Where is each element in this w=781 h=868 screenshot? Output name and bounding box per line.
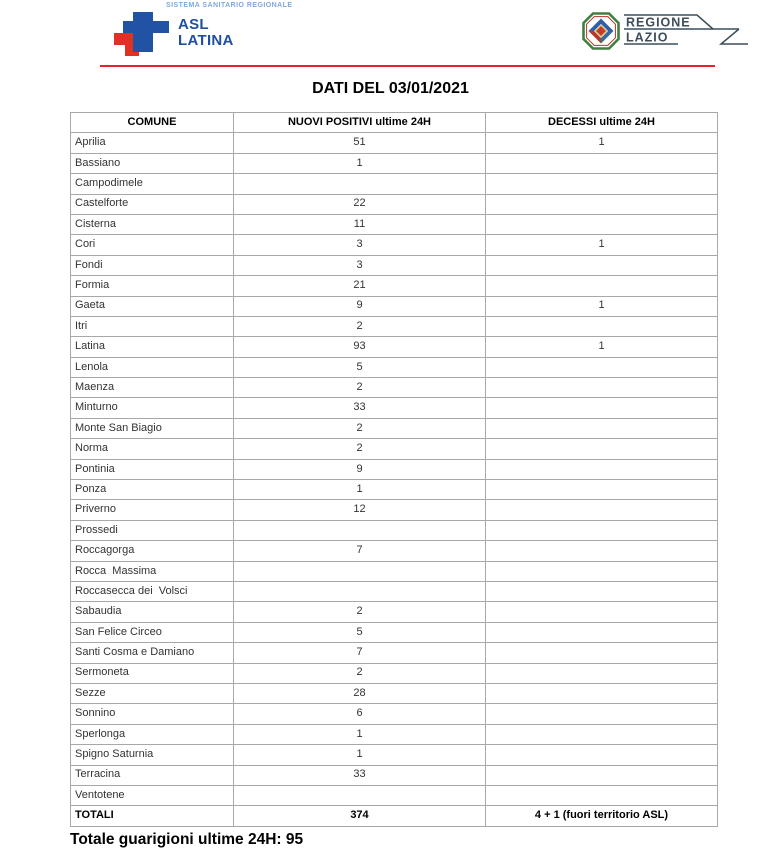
- nuovi-positivi-cell: [234, 561, 486, 581]
- table-row: [71, 622, 718, 642]
- decessi-cell: [486, 398, 718, 418]
- table-row: [71, 480, 718, 500]
- comune-cell: Sermoneta: [71, 663, 234, 683]
- decessi-cell: [486, 663, 718, 683]
- decessi-cell: [486, 541, 718, 561]
- table-row: [71, 439, 718, 459]
- decessi-cell: 1: [486, 296, 718, 316]
- regione-lazio-wordmark: [624, 13, 750, 49]
- decessi-cell: [486, 459, 718, 479]
- decessi-cell: 1: [486, 235, 718, 255]
- nuovi-positivi-cell: 5: [234, 622, 486, 642]
- table-row: [71, 683, 718, 703]
- decessi-cell: 1: [486, 337, 718, 357]
- comune-cell: Campodimele: [71, 174, 234, 194]
- nuovi-positivi-cell: 7: [234, 541, 486, 561]
- table-row: [71, 255, 718, 275]
- decessi-cell: [486, 439, 718, 459]
- nuovi-positivi-cell: 2: [234, 663, 486, 683]
- nuovi-positivi-cell: 7: [234, 643, 486, 663]
- decessi-cell: [486, 276, 718, 296]
- table-row: [71, 500, 718, 520]
- decessi-cell: 1: [486, 133, 718, 153]
- nuovi-positivi-cell: [234, 785, 486, 805]
- comune-cell: Spigno Saturnia: [71, 745, 234, 765]
- table-row: [71, 785, 718, 805]
- comune-cell: Aprilia: [71, 133, 234, 153]
- comune-cell: Priverno: [71, 500, 234, 520]
- nuovi-positivi-cell: 93: [234, 337, 486, 357]
- table-row: [71, 296, 718, 316]
- regione-wordmark-line2: LAZIO: [626, 30, 669, 45]
- decessi-cell: [486, 500, 718, 520]
- nuovi-positivi-cell: 2: [234, 316, 486, 336]
- comune-cell: Lenola: [71, 357, 234, 377]
- comune-cell: Gaeta: [71, 296, 234, 316]
- table-row: [71, 602, 718, 622]
- column-header-comune: COMUNE: [71, 113, 234, 133]
- column-header-decessi: DECESSI ultime 24H: [486, 113, 718, 133]
- comune-cell: Prossedi: [71, 520, 234, 540]
- decessi-cell: [486, 255, 718, 275]
- nuovi-positivi-cell: 22: [234, 194, 486, 214]
- nuovi-positivi-cell: 2: [234, 418, 486, 438]
- table-row: [71, 724, 718, 744]
- table-row: [71, 357, 718, 377]
- totals-nuovi-positivi: 374: [234, 806, 486, 826]
- table-row: [71, 276, 718, 296]
- totals-row: [71, 806, 718, 826]
- decessi-cell: [486, 174, 718, 194]
- nuovi-positivi-cell: 2: [234, 602, 486, 622]
- comune-cell: Sezze: [71, 683, 234, 703]
- nuovi-positivi-cell: 6: [234, 704, 486, 724]
- decessi-cell: [486, 704, 718, 724]
- comune-cell: San Felice Circeo: [71, 622, 234, 642]
- comune-cell: Monte San Biagio: [71, 418, 234, 438]
- comune-cell: Norma: [71, 439, 234, 459]
- totals-decessi: 4 + 1 (fuori territorio ASL): [486, 806, 718, 826]
- nuovi-positivi-cell: [234, 174, 486, 194]
- decessi-cell: [486, 357, 718, 377]
- table-row: [71, 153, 718, 173]
- table-header-row: [71, 113, 718, 133]
- comune-cell: Cori: [71, 235, 234, 255]
- asl-wordmark-line2: LATINA: [178, 32, 234, 49]
- table-row: [71, 459, 718, 479]
- table-row: [71, 378, 718, 398]
- comune-cell: Minturno: [71, 398, 234, 418]
- decessi-cell: [486, 418, 718, 438]
- table-row: [71, 520, 718, 540]
- table-row: [71, 418, 718, 438]
- column-header-nuovi-positivi: NUOVI POSITIVI ultime 24H: [234, 113, 486, 133]
- decessi-cell: [486, 214, 718, 234]
- regione-lazio-emblem-icon: [582, 12, 620, 50]
- comune-cell: Roccagorga: [71, 541, 234, 561]
- guarigioni-note: Totale guarigioni ultime 24H: 95: [70, 831, 304, 848]
- decessi-cell: [486, 480, 718, 500]
- decessi-cell: [486, 683, 718, 703]
- nuovi-positivi-cell: 5: [234, 357, 486, 377]
- nuovi-positivi-cell: 3: [234, 235, 486, 255]
- table-row: [71, 194, 718, 214]
- comune-cell: Fondi: [71, 255, 234, 275]
- comune-cell: Cisterna: [71, 214, 234, 234]
- comune-cell: Formia: [71, 276, 234, 296]
- nuovi-positivi-cell: 9: [234, 459, 486, 479]
- comune-cell: Sonnino: [71, 704, 234, 724]
- comune-cell: Sperlonga: [71, 724, 234, 744]
- regione-wordmark-line1: REGIONE: [626, 15, 691, 30]
- decessi-cell: [486, 622, 718, 642]
- nuovi-positivi-cell: 3: [234, 255, 486, 275]
- decessi-cell: [486, 643, 718, 663]
- table-row: [71, 704, 718, 724]
- comune-cell: Maenza: [71, 378, 234, 398]
- comune-cell: Pontinia: [71, 459, 234, 479]
- table-row: [71, 316, 718, 336]
- nuovi-positivi-cell: 28: [234, 683, 486, 703]
- nuovi-positivi-cell: 1: [234, 480, 486, 500]
- comune-cell: Bassiano: [71, 153, 234, 173]
- nuovi-positivi-cell: 21: [234, 276, 486, 296]
- page-title: DATI DEL 03/01/2021: [312, 80, 469, 97]
- nuovi-positivi-cell: 33: [234, 765, 486, 785]
- nuovi-positivi-cell: 51: [234, 133, 486, 153]
- nuovi-positivi-cell: [234, 520, 486, 540]
- table-row: [71, 745, 718, 765]
- decessi-cell: [486, 724, 718, 744]
- table-row: [71, 337, 718, 357]
- asl-latina-cross-icon: [114, 8, 170, 58]
- nuovi-positivi-cell: 1: [234, 745, 486, 765]
- table-row: [71, 214, 718, 234]
- comune-cell: Ponza: [71, 480, 234, 500]
- nuovi-positivi-cell: 1: [234, 724, 486, 744]
- decessi-cell: [486, 602, 718, 622]
- decessi-cell: [486, 765, 718, 785]
- decessi-cell: [486, 520, 718, 540]
- decessi-cell: [486, 561, 718, 581]
- asl-latina-wordmark: [178, 17, 234, 49]
- asl-wordmark-line1: ASL: [178, 16, 209, 33]
- totals-label: TOTALI: [71, 806, 234, 826]
- nuovi-positivi-cell: 2: [234, 439, 486, 459]
- decessi-cell: [486, 194, 718, 214]
- table-row: [71, 541, 718, 561]
- nuovi-positivi-cell: [234, 581, 486, 601]
- comune-cell: Castelforte: [71, 194, 234, 214]
- header-divider: [100, 65, 715, 67]
- nuovi-positivi-cell: 11: [234, 214, 486, 234]
- table-row: [71, 765, 718, 785]
- table-row: [71, 174, 718, 194]
- decessi-cell: [486, 378, 718, 398]
- comune-cell: Sabaudia: [71, 602, 234, 622]
- table-row: [71, 398, 718, 418]
- decessi-cell: [486, 745, 718, 765]
- sistema-sanitario-label: SISTEMA SANITARIO REGIONALE: [166, 2, 293, 9]
- nuovi-positivi-cell: 2: [234, 378, 486, 398]
- table-body: [71, 133, 718, 806]
- covid-data-table: [70, 112, 718, 827]
- nuovi-positivi-cell: 9: [234, 296, 486, 316]
- comune-cell: Terracina: [71, 765, 234, 785]
- nuovi-positivi-cell: 1: [234, 153, 486, 173]
- comune-cell: Rocca Massima: [71, 561, 234, 581]
- comune-cell: Roccasecca dei Volsci: [71, 581, 234, 601]
- comune-cell: Itri: [71, 316, 234, 336]
- decessi-cell: [486, 316, 718, 336]
- table-row: [71, 663, 718, 683]
- decessi-cell: [486, 785, 718, 805]
- nuovi-positivi-cell: 33: [234, 398, 486, 418]
- table-row: [71, 561, 718, 581]
- comune-cell: Santi Cosma e Damiano: [71, 643, 234, 663]
- table-row: [71, 643, 718, 663]
- comune-cell: Ventotene: [71, 785, 234, 805]
- nuovi-positivi-cell: 12: [234, 500, 486, 520]
- table-row: [71, 235, 718, 255]
- decessi-cell: [486, 581, 718, 601]
- comune-cell: Latina: [71, 337, 234, 357]
- table-row: [71, 133, 718, 153]
- decessi-cell: [486, 153, 718, 173]
- table-row: [71, 581, 718, 601]
